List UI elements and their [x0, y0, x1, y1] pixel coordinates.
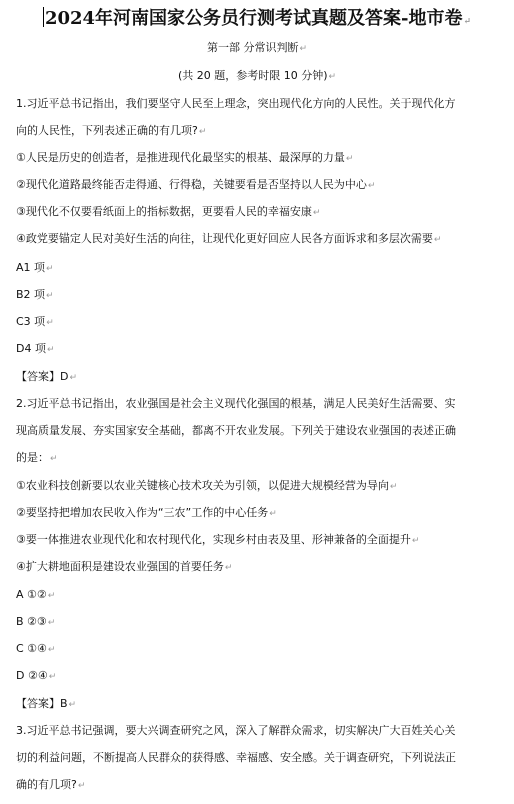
q2-stem-line3: 的是：↵ [16, 451, 58, 464]
paragraph-mark-icon: ↵ [46, 264, 54, 274]
paragraph-mark-icon: ↵ [46, 291, 54, 301]
q1-stem-line2: 向的人民性，下列表述正确的有几项?↵ [16, 124, 207, 137]
paragraph-mark-icon: ↵ [367, 181, 376, 191]
title-text: 2024年河南国家公务员行测考试真题及答案-地市卷 [44, 8, 463, 29]
paragraph-mark-icon: ↵ [47, 591, 56, 601]
q2-answer: 【答案】B↵ [16, 697, 77, 710]
paragraph-mark-icon: ↵ [198, 127, 207, 137]
paragraph-mark-icon: ↵ [69, 373, 78, 383]
q1-choice-a: A1 项↵ [16, 261, 54, 274]
section-title: 第一部 分常识判断↵ [206, 41, 308, 54]
q1-choice-d: D4 项↵ [16, 342, 55, 355]
q2-choice-c: C ①④↵ [16, 642, 56, 655]
paragraph-mark-icon: ↵ [269, 509, 277, 519]
paragraph-mark-icon: ↵ [224, 563, 233, 573]
paragraph-mark-icon: ↵ [312, 208, 321, 218]
q1-stem-line1: 1.习近平总书记指出，我们要坚守人民至上理念，突出现代化方向的人民性。关于现代化方 [16, 97, 456, 110]
q2-option-4: ④扩大耕地面积是建设农业强国的首要任务↵ [16, 560, 233, 573]
paragraph-mark-icon: ↵ [77, 781, 86, 791]
q2-stem-line1: 2.习近平总书记指出，农业强国是社会主义现代化强国的根基，满足人民美好生活需要、实 [16, 397, 456, 410]
q2-option-2: ②要坚持把增加农民收入作为“三农”工作的中心任务↵ [16, 506, 277, 519]
paragraph-mark-icon: ↵ [48, 672, 57, 682]
q2-choice-b: B ②③↵ [16, 615, 56, 628]
q2-option-3: ③要一体推进农业现代化和农村现代化，实现乡村由表及里、形神兼备的全面提升↵ [16, 533, 420, 546]
q1-choice-b: B2 项↵ [16, 288, 54, 301]
q1-option-4: ④政党要锚定人民对美好生活的向往，让现代化更好回应人民各方面诉求和多层次需要↵ [16, 232, 442, 245]
paragraph-mark-icon: ↵ [411, 536, 420, 546]
paragraph-mark-icon: ↵ [50, 454, 58, 464]
q1-choice-c: C3 项↵ [16, 315, 54, 328]
document-title [0, 7, 514, 34]
section-note: (共 20 题，参考时限 10 分钟)↵ [177, 69, 337, 82]
paragraph-mark-icon: ↵ [299, 44, 308, 54]
q2-choice-a: A ①②↵ [16, 588, 56, 601]
q3-stem-line2: 切的利益问题，不断提高人民群众的获得感、幸福感、安全感。关于调查研究，下列说法正 [16, 751, 456, 764]
q1-answer: 【答案】D↵ [16, 370, 78, 383]
q1-option-1: ①人民是历史的创造者，是推进现代化最坚实的根基、最深厚的力量↵ [16, 151, 354, 164]
q1-option-2: ②现代化道路最终能否走得通、行得稳，关键要看是否坚持以人民为中心↵ [16, 178, 376, 191]
q3-stem-line3: 确的有几项?↵ [16, 778, 86, 791]
paragraph-mark-icon: ↵ [389, 482, 398, 492]
text-cursor [43, 7, 44, 27]
q2-option-1: ①农业科技创新要以农业关键核心技术攻关为引领，以促进大规模经营为导向↵ [16, 479, 398, 492]
paragraph-mark-icon: ↵ [433, 235, 442, 245]
q1-option-3: ③现代化不仅要看纸面上的指标数据，更要看人民的幸福安康↵ [16, 205, 321, 218]
paragraph-mark-icon: ↵ [345, 154, 354, 164]
paragraph-mark-icon: ↵ [47, 645, 56, 655]
q3-stem-line1: 3.习近平总书记强调，要大兴调查研究之风，深入了解群众需求，切实解决广大百姓关心关 [16, 724, 456, 737]
paragraph-mark-icon: ↵ [328, 72, 337, 82]
paragraph-mark-icon: ↵ [68, 700, 77, 710]
q2-choice-d: D ②④↵ [16, 669, 57, 682]
paragraph-mark-icon: ↵ [46, 345, 55, 355]
paragraph-mark-icon: ↵ [463, 17, 472, 27]
q2-stem-line2: 现高质量发展、夯实国家安全基础，都离不开农业发展。下列关于建设农业强国的表述正确 [16, 424, 456, 437]
paragraph-mark-icon: ↵ [46, 318, 54, 328]
paragraph-mark-icon: ↵ [47, 618, 56, 628]
